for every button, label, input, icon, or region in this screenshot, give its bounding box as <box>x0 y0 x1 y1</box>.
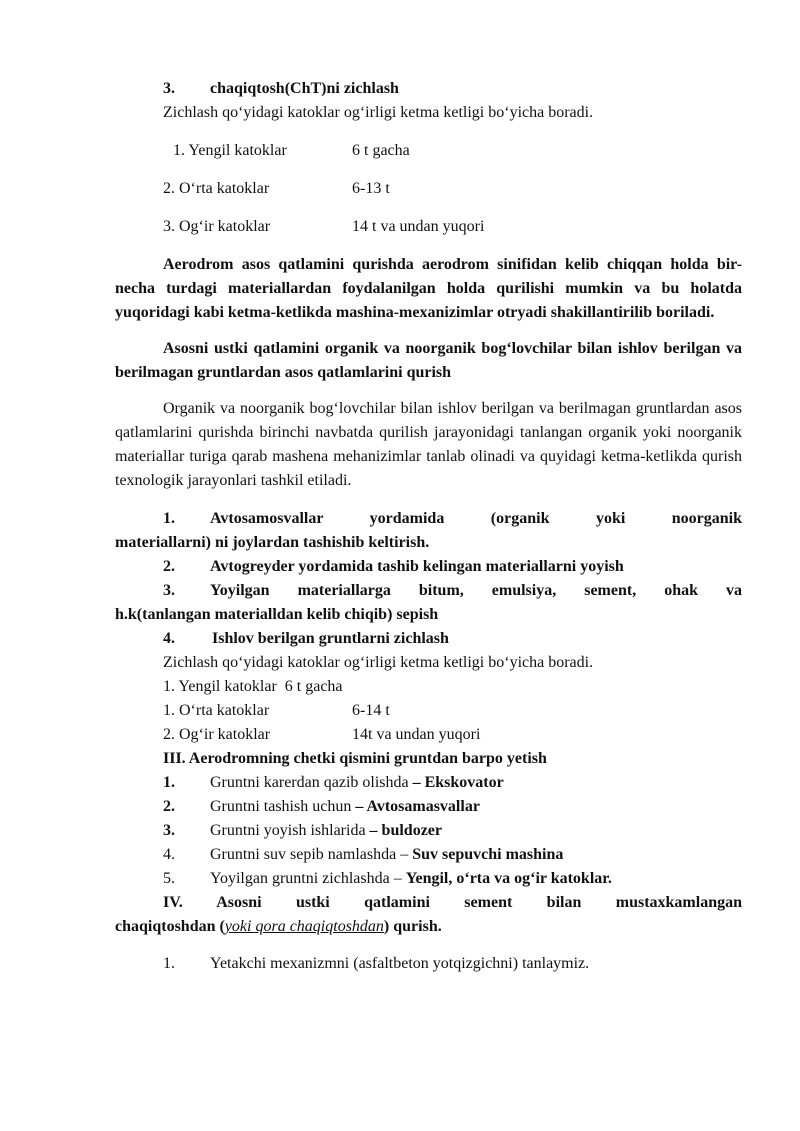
final-item-text: Yetakchi mexanizmni (asfaltbeton yotqizgichni) tanlaymiz. <box>210 955 590 972</box>
katok-value: 6-13 t <box>352 180 390 197</box>
section-iv-post: ) qurish. <box>383 918 442 935</box>
final-item-number: 1. <box>163 955 175 972</box>
machine-number: 5. <box>163 870 175 887</box>
step-item <box>115 555 742 579</box>
katok-name: 1. Yengil katoklar <box>173 142 287 159</box>
machine-item <box>115 795 742 819</box>
step-4-intro: Zichlash qo‘yidagi katoklar og‘irligi ketma ketligi bo‘yicha boradi. <box>163 654 594 671</box>
katok-value: 14 t va undan yuqori <box>352 218 485 235</box>
machine-number: 2. <box>163 798 175 815</box>
machine-text: Gruntni karerdan qazib olishda <box>210 774 413 791</box>
katok-row <box>115 675 742 699</box>
step-number: 1. <box>163 510 175 527</box>
machine-text: Yoyilgan gruntni zichlashda – <box>210 870 406 887</box>
machine-item <box>115 819 742 843</box>
step-text: Yoyilgan materiallarga bitum, emulsiya, sement, ohak va <box>210 582 742 599</box>
step-continuation: h.k(tanlangan materialldan kelib chiqib) sepish <box>115 606 439 623</box>
machine-number: 1. <box>163 774 175 791</box>
step-number: 4. <box>163 630 175 647</box>
step-number: 3. <box>163 582 175 599</box>
paragraph-asosni: Asosni ustki qatlamini organik va noorganik bog‘lovchilar bilan ishlov berilgan va berilmagan gruntlardan asos qatlamlarini qurish <box>115 340 742 381</box>
section-3-heading <box>115 77 742 101</box>
katok-name: 1. Yengil katoklar <box>163 678 277 695</box>
machine-text: Gruntni suv sepib namlashda – <box>210 846 413 863</box>
katok-row <box>115 139 742 163</box>
steps-list <box>115 507 742 651</box>
katok-row <box>115 723 742 747</box>
machine-item <box>115 843 742 867</box>
machine-name: Suv sepuvchi mashina <box>412 846 564 863</box>
final-item <box>115 952 742 976</box>
section-3-number: 3. <box>163 80 175 97</box>
machine-name: – Avtosamasvallar <box>355 798 480 815</box>
step-number: 2. <box>163 558 175 575</box>
step-item <box>115 507 742 531</box>
step-continuation: materiallarni) ni joylardan tashishib keltirish. <box>115 534 430 551</box>
katok-name: 3. Og‘ir katoklar <box>163 218 271 235</box>
katok-value: 6 t gacha <box>284 678 343 695</box>
katok-name: 2. Og‘ir katoklar <box>163 726 271 743</box>
machine-number: 4. <box>163 846 175 863</box>
step-text: Avtogreyder yordamida tashib kelingan materiallarni yoyish <box>210 558 624 575</box>
step-item <box>115 579 742 603</box>
step-item <box>115 627 742 651</box>
machine-name: – Ekskovator <box>412 774 504 791</box>
katok-row <box>115 215 742 239</box>
section-iv-heading <box>115 891 742 915</box>
section-iv-pre: chaqiqtoshdan ( <box>115 918 225 935</box>
section-iv-heading-line1: IV. Asosni ustki qatlamini sement bilan mustaxkamlangan <box>163 894 742 911</box>
document-page <box>115 77 742 976</box>
katok-name: 2. O‘rta katoklar <box>163 180 270 197</box>
section-3-intro: Zichlash qo‘yidagi katoklar og‘irligi ketma ketligi bo‘yicha boradi. <box>163 104 594 121</box>
machine-item <box>115 867 742 891</box>
paragraph-organik: Organik va noorganik bog‘lovchilar bilan ishlov berilgan va berilmagan gruntlardan asos qatlamlarini qurishda birinchi navbatda qurilish jarayonidagi tanlangan organik yoki noorganik materiallar turiga qarab mashena mehanizimlar tanlab olinadi va quyidagi ketma-ketlikda qurish texnologik jarayonlari tashkil etiladi. <box>115 400 742 489</box>
paragraph-aerodrom: Aerodrom asos qatlamini qurishda aerodrom sinifidan kelib chiqqan holda bir-necha turdagi materiallardan foydalanilgan holda qurilishi mumkin va bu holatda yuqoridagi kabi ketma-ketlikda mashina-mexanizimlar otryadi shakillantirilib boriladi. <box>115 256 742 321</box>
katok-value: 6-14 t <box>352 702 390 719</box>
katok-name: 1. O‘rta katoklar <box>163 702 270 719</box>
machine-item <box>115 771 742 795</box>
machine-number: 3. <box>163 822 175 839</box>
katok-value: 14t va undan yuqori <box>352 726 481 743</box>
section-iv-heading-line2 <box>115 915 742 939</box>
section-3-title: chaqiqtosh(ChT)ni zichlash <box>210 80 399 97</box>
section-iv-link[interactable]: yoki qora chaqiqtoshdan <box>224 918 384 935</box>
step-text: Avtosamosvallar yordamida (organik yoki noorganik <box>210 510 742 527</box>
katok-value: 6 t gacha <box>352 142 410 159</box>
section-iii-heading: III. Aerodromning chetki qismini gruntdan barpo yetish <box>163 750 547 767</box>
machine-name: Yengil, o‘rta va og‘ir katoklar. <box>405 870 612 887</box>
machine-text: Gruntni tashish uchun <box>210 798 356 815</box>
katok-row <box>115 177 742 201</box>
machine-text: Gruntni yoyish ishlarida <box>210 822 370 839</box>
step-text: Ishlov berilgan gruntlarni zichlash <box>212 630 449 647</box>
katok-row <box>115 699 742 723</box>
machine-name: – buldozer <box>369 822 442 839</box>
